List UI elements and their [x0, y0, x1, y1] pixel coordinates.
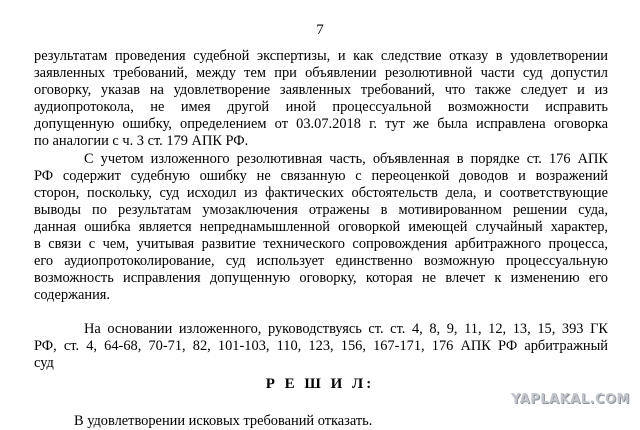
- text-line: аудиопротокола, не имея другой иной процессуальной возможности исправить: [34, 99, 608, 115]
- paragraph-legal-basis: [34, 321, 608, 372]
- text-line: допущенную ошибку, определением от 03.07.2018 г. тут же была исправлена оговорка: [34, 116, 608, 132]
- site-watermark: YAPLAKAL.COM: [511, 392, 630, 407]
- text-line: сторон, поскольку, суд исходил из фактических обстоятельств дела, и соответствующие: [34, 185, 608, 201]
- text-line: его аудиопротоколирование, суд использует единственно возможную процессуальную: [34, 253, 608, 269]
- text-line: по аналогии с ч. 3 ст. 179 АПК РФ.: [34, 133, 249, 149]
- text-line: возможность исправления допущенную оговорку, которая не влечет к изменению его: [34, 270, 608, 286]
- text-line: РФ содержит судебную ошибку не связанную с переоценкой доводов и возражений: [34, 168, 608, 184]
- paragraph-operative-part: [34, 151, 608, 304]
- text-line: содержания.: [34, 287, 111, 303]
- text-line: РФ, ст. 4, 64-68, 70-71, 82, 101-103, 110, 123, 156, 167-171, 176 АПК РФ арбитражный: [34, 338, 608, 354]
- text-line: суд: [34, 355, 54, 371]
- text-line: в связи с чем, учитывая развитие технического сопровождения арбитражного процесса,: [34, 236, 608, 252]
- text-line: заявленных требований, между тем при объявлении резолютивной части суд допустил: [34, 65, 608, 81]
- text-line: С учетом изложенного резолютивная часть, объявленная в порядке ст. 176 АПК: [84, 151, 608, 167]
- ruling-heading: Р Е Ш И Л:: [265, 376, 375, 392]
- text-line: оговорку, указав на удовлетворение заявленных требований, что также следует и из: [34, 82, 608, 98]
- text-line: выводы по результатам умозаключения отражены в мотивированном решении суда,: [34, 202, 608, 218]
- paragraph-expertise-outcome: [34, 48, 608, 150]
- text-line: данная ошибка является непреднамышленной оговоркой имеющей случайный характер,: [34, 219, 608, 235]
- page-number: 7: [316, 22, 324, 38]
- text-line: результатам проведения судебной экспертизы, и как следствие отказу в удовлетворении: [34, 48, 608, 64]
- ruling-text: В удовлетворении исковых требований отказать.: [74, 413, 373, 429]
- text-line: На основании изложенного, руководствуясь ст. ст. 4, 8, 9, 11, 12, 13, 15, 393 ГК: [84, 321, 608, 337]
